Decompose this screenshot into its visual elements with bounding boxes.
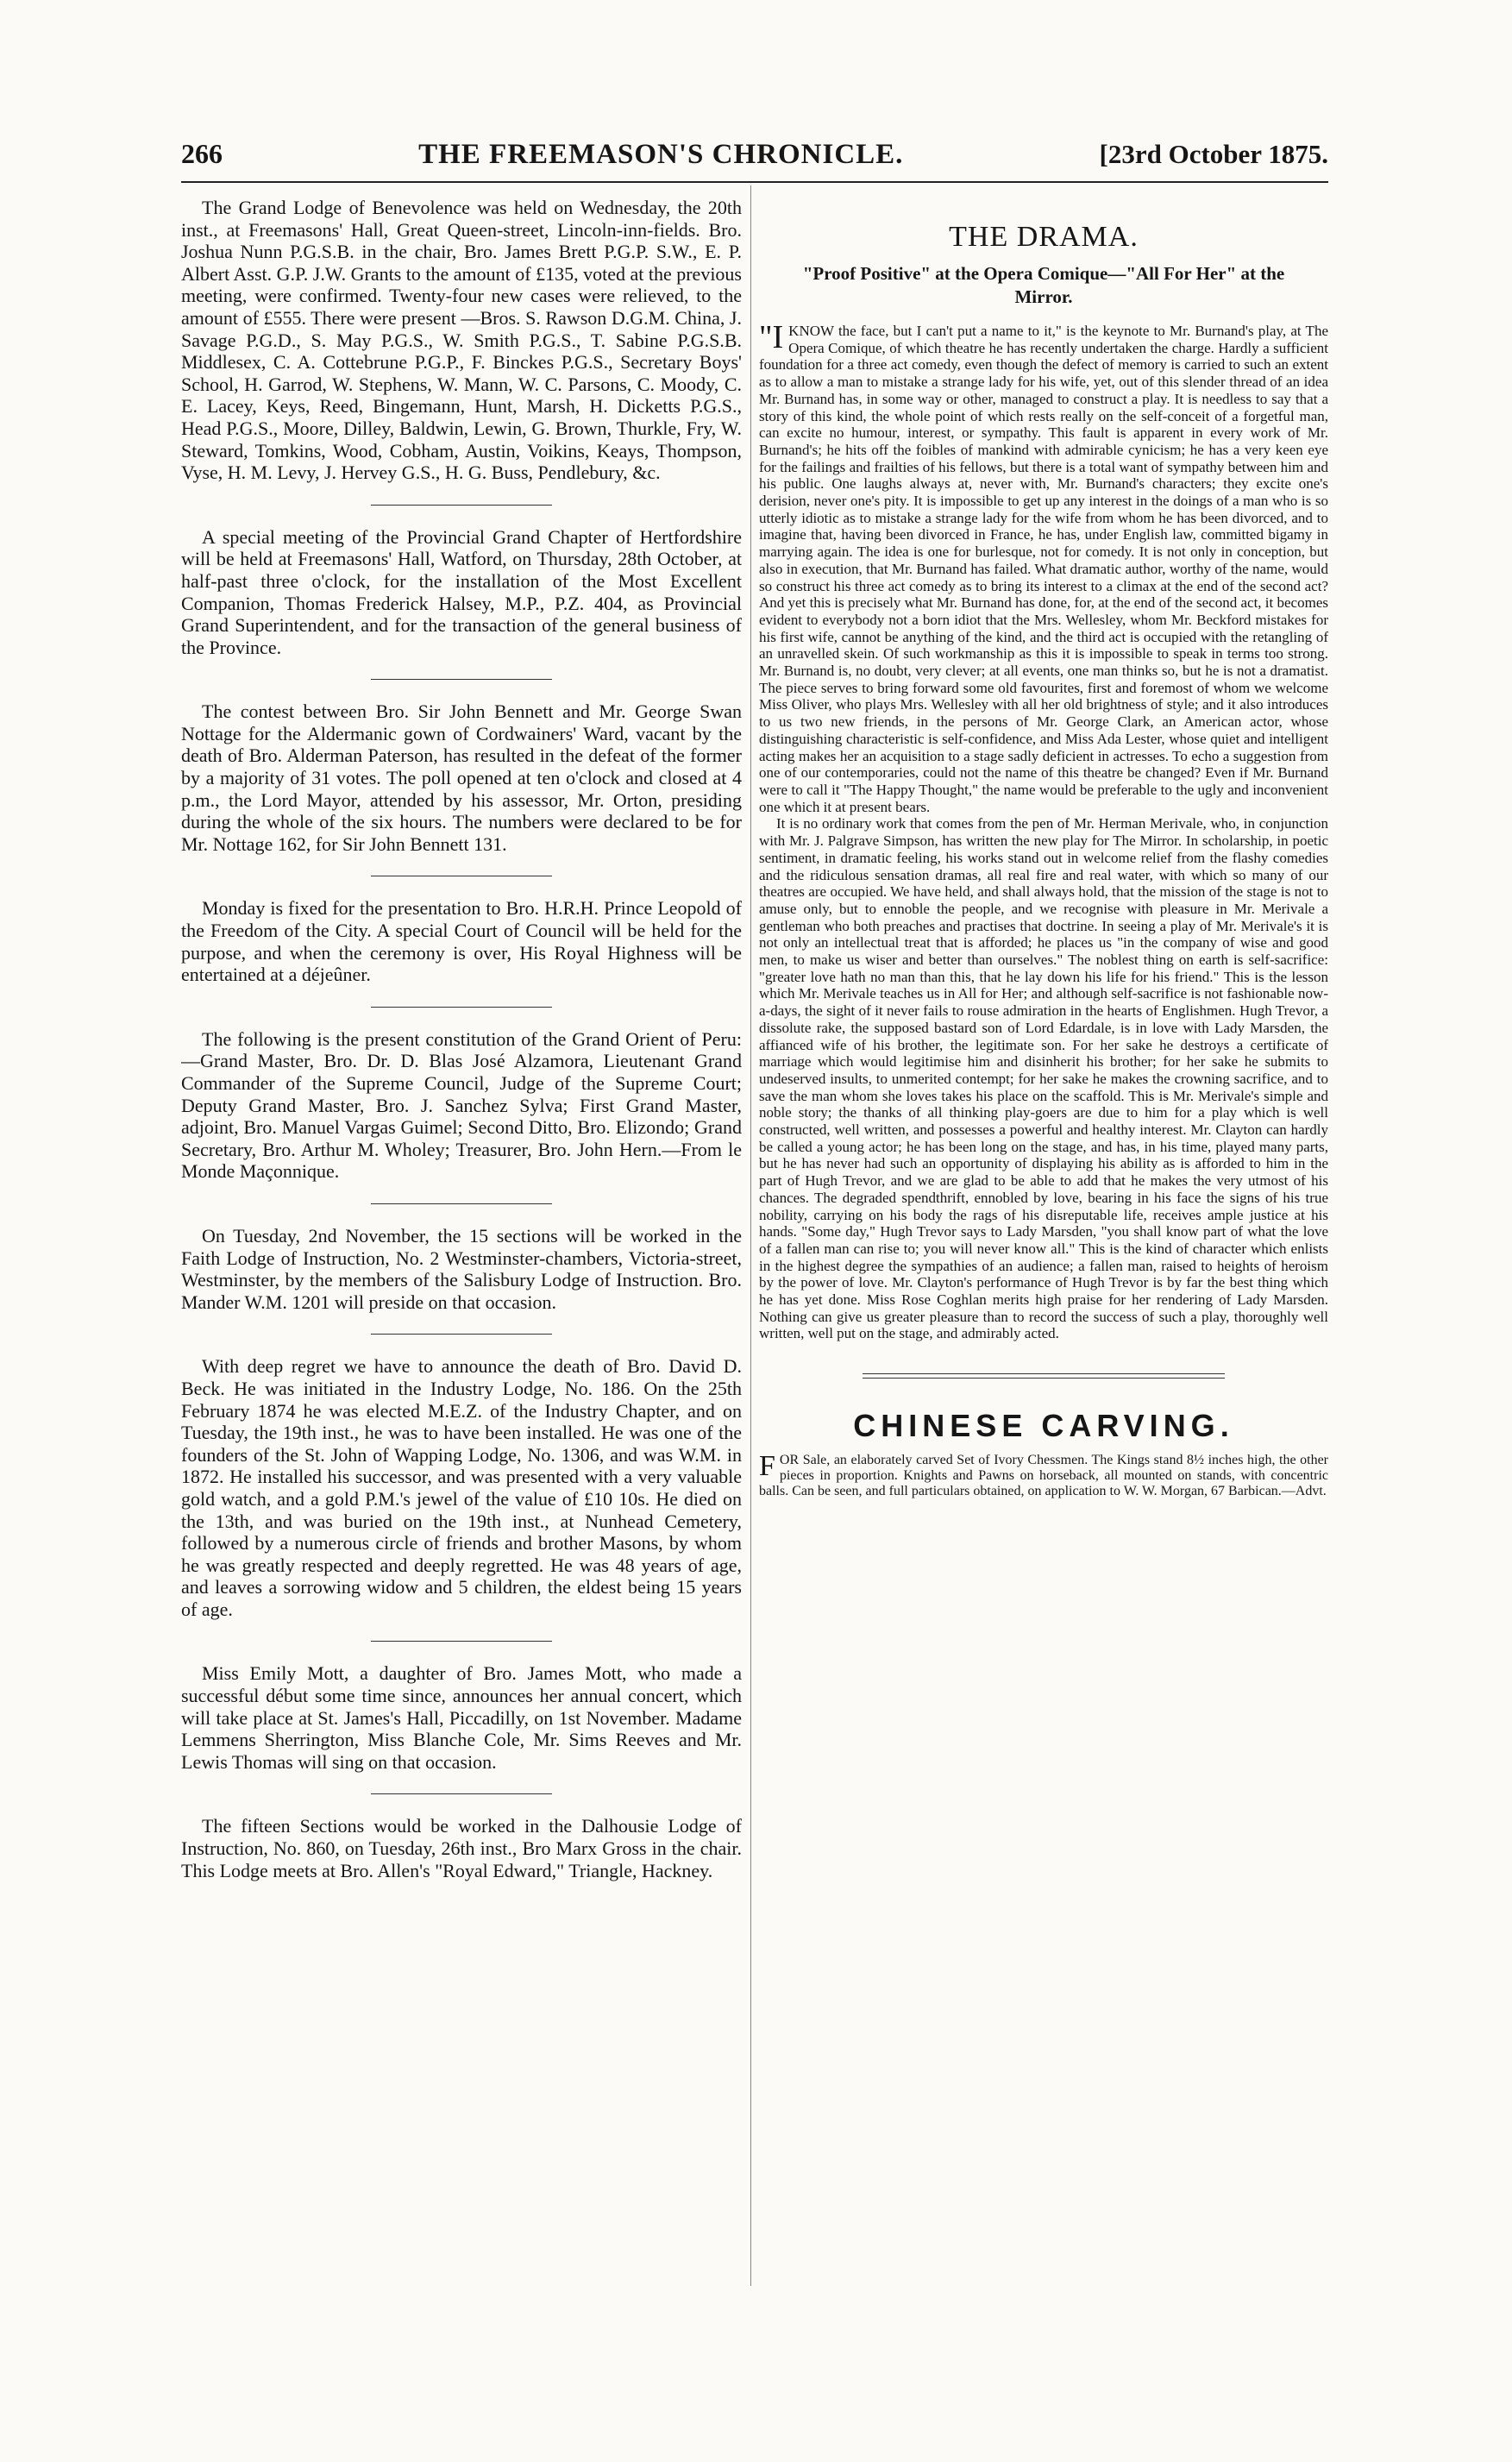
advert-drop-cap: F — [759, 1450, 775, 1483]
drama-article — [759, 319, 1328, 1342]
article-aldermanic-contest: The contest between Bro. Sir John Bennett and Mr. George Swan Nottage for the Aldermanic gown of Cordwainers' Ward, vacant by the death of Bro. Alderman Paterson, has resulted in the defeat of the former by a majority of 31 votes. The poll opened at ten o'clock and closed at 4 p.m., the Lord Mayor, attended by his assessor, Mr. Orton, presiding during the whole of the six hours. The numbers were declared to be for Mr. Nottage 162, for Sir John Bennett 131. — [181, 700, 742, 855]
double-rule — [863, 1373, 1225, 1379]
article-separator — [371, 1334, 552, 1335]
advert-text: OR Sale, an elaborately carved Set of Ivory Chessmen. The Kings stand 8½ inches high, the other pieces in proportion. Knights and Pawns on horseback, all mounted on stands, with concentric balls. Can be seen, and full particulars obtained, on application to W. W. Morgan, 67 Barbican.—Advt. — [759, 1453, 1328, 1499]
masthead — [181, 138, 1328, 176]
column-divider — [750, 185, 751, 2286]
article-separator — [371, 505, 552, 506]
article-separator — [371, 1641, 552, 1642]
article-benevolence: The Grand Lodge of Benevolence was held on Wednesday, the 20th inst., at Freemasons' Hall, Great Queen-street, Lincoln-inn-fields. Bro. Joshua Nunn P.G.S.B. in the chair, Bro. James Brett P.G.P. S.W., E. P. Albert Asst. G.P. J.W. Grants to the amount of £135, voted at the previous meeting, were confirmed. Twenty-four new cases were relieved, to the amount of £555. There were present —Bros. S. Rawson D.G.M. China, J. Savage P.G.D., S. May P.G.S., W. Smith P.G.S., T. Sabine P.G.S.B. Middlesex, C. A. Cottebrune P.G.P., F. Binckes P.G.S., Secretary Boys' School, H. Garrod, W. Stephens, W. Mann, W. C. Parsons, C. Moody, C. E. Lacey, Keys, Reed, Bingemann, Hunt, Marsh, H. Dicketts P.G.S., Head P.G.S., Moore, Dilley, Baldwin, Lewin, G. Brown, Thurkle, Fry, W. Steward, Tomkins, Wood, Cobham, Austin, Voikins, Keays, Thompson, Vyse, H. M. Levy, J. Hervey G.S., H. G. Buss, Pendlebury, &c. — [181, 197, 742, 484]
article-separator — [371, 1007, 552, 1008]
article-dalhousie-lodge: The fifteen Sections would be worked in the Dalhousie Lodge of Instruction, No. 860, on Tuesday, 26th inst., Bro Marx Gross in the chair. This Lodge meets at Bro. Allen's "Royal Edward," Triangle, Hackney. — [181, 1815, 742, 1881]
left-column — [181, 197, 742, 2302]
advert-heading: CHINESE CARVING. — [853, 1408, 1234, 1444]
drama-subheading: "Proof Positive" at the Opera Comique—"All For Her" at the Mirror. — [802, 263, 1285, 307]
newspaper-title: THE FREEMASON'S CHRONICLE. — [418, 139, 904, 170]
article-hertfordshire-chapter: A special meeting of the Provincial Grand Chapter of Hertfordshire will be held at Freemasons' Hall, Watford, on Thursday, 28th October, at half-past three o'clock, for the installation of the Most Excellent Companion, Thomas Frederick Halsey, M.P., P.Z. 404, as Provincial Grand Superintendent, and for the transaction of the general business of the Province. — [181, 525, 742, 658]
right-column — [759, 197, 1328, 2302]
article-separator — [371, 1203, 552, 1204]
drama-heading: THE DRAMA. — [949, 221, 1139, 253]
article-grand-orient-peru: The following is the present constitution of the Grand Orient of Peru:—Grand Master, Bro. Dr. D. Blas José Alzamora, Lieutenant Grand Commander of the Supreme Council, Judge of the Supreme Court; Deputy Grand Master, Bro. J. Sanchez Sylva; First Grand Master, adjoint, Bro. Manuel Vargas Guimel; Second Ditto, Bro. Elizondo; Grand Secretary, Bro. Arthur M. Wholey; Treasurer, Bro. John Hern.—From le Monde Maçonnique. — [181, 1027, 742, 1183]
article-separator — [371, 1793, 552, 1794]
drama-paragraph-1-text: KNOW the face, but I can't put a name to it," is the keynote to Mr. Burnand's play, at The Opera Comique, of which theatre he has recently undertaken the charge. Hardly a sufficient foundation for a three act comedy, even though the defect of memory is carried to such an extent as to allow a man to mistake a strange lady for his wife, yet, out of this slender thread of an idea Mr. Burnand has, in some way or other, managed to construct a play. It is needless to say that a story of this kind, the whole point of which rests really on the self-conceit of a forgetful man, can excite no humour, interest, or sympathy. This fault is apparent in every work of Mr. Burnand's; he hits off the foibles of mankind with admirable cynicism; he has a very keen eye for the failings and frailties of his fellows, but there is a total want of sympathy between him and his public. One laughs always at, never with, Mr. Burnand's characters; they excite one's derision, never one's pity. It is impossible to get up any interest in the doings of a man who is so utterly idiotic as to mistake a strange lady for the wife from whom he has been divorced, and to imagine that, having been divorced in France, he has, under English law, committed bigamy in marrying again. The idea is one for burlesque, not for comedy. It is not only in conception, but also in execution, that Mr. Burnand has failed. What dramatic author, worthy of the name, would so construct his three act comedy as to bring its interest to a climax at the end of the second act? And yet this is precisely what Mr. Burnand has done, for, at the end of the second act, it becomes evident to everybody not a born idiot that the Mrs. Wellesley, whom Mr. Beckford mistakes for his first wife, cannot be anything of the kind, and the third act is occupied with the retangling of an unravelled skein. Of such workmanship as this it is impossible to speak in terms too strong. Mr. Burnand is, no doubt, very clever; at all events, one man thinks so, but he is not a dramatist. The piece serves to bring forward some old favourites, first and foremost of whom we welcome Miss Oliver, who plays Mrs. Wellesley with all her old brightness of style; and it also introduces to us two new friends, in the persons of Mr. George Clark, an American actor, whose distinguishing characteristic is self-confidence, and Miss Ada Lester, whose quiet and intelligent acting makes her an acquisition to a stage sadly deficient in actresses. To echo a suggestion from one of our contemporaries, could not the name of this theatre be changed? Even if Mr. Burnand were to call it "The Happy Thought," the name would be preferable to the ugly and inconvenient one which it at present bears. — [759, 323, 1328, 815]
article-prince-leopold: Monday is fixed for the presentation to Bro. H.R.H. Prince Leopold of the Freedom of the City. A special Court of Council will be held for the purpose, and when the ceremony is over, His Royal Highness will be entertained at a déjeûner. — [181, 897, 742, 986]
article-faith-lodge: On Tuesday, 2nd November, the 15 sections will be worked in the Faith Lodge of Instruction, No. 2 Westminster-chambers, Victoria-street, Westminster, by the members of the Salisbury Lodge of Instruction. Bro. Mander W.M. 1201 will preside on that occasion. — [181, 1224, 742, 1313]
article-emily-mott: Miss Emily Mott, a daughter of Bro. James Mott, who made a successful début some time since, announces her annual concert, which will take place at St. James's Hall, Piccadilly, on 1st November. Madame Lemmens Sherrington, Miss Blanche Cole, Mr. Sims Reeves and Mr. Lewis Thomas will sing on that occasion. — [181, 1662, 742, 1773]
advert-body — [759, 1450, 1328, 1499]
drama-paragraph-1 — [759, 319, 1328, 815]
article-obituary-beck: With deep regret we have to announce the death of Bro. David D. Beck. He was initiated in the Industry Lodge, No. 186. On the 25th February 1874 he was elected M.E.Z. of the Industry Chapter, and on Tuesday, the 19th inst., he was to have been installed. He was one of the founders of the St. John of Wapping Lodge, No. 1306, and was W.M. in 1872. He installed his successor, and was presented with a very valuable gold watch, and a gold P.M.'s jewel of the value of £10 10s. He died on the 13th, and was buried on the 19th inst., at Nunhead Cemetery, followed by a numerous circle of friends and brother Masons, by whom he was greatly respected and deeply regretted. He was 48 years of age, and leaves a sorrowing widow and 5 children, the eldest being 15 years of age. — [181, 1355, 742, 1620]
article-separator — [371, 679, 552, 680]
header-rule — [181, 181, 1328, 183]
issue-date: [23rd October 1875. — [1099, 139, 1328, 169]
page-number: 266 — [181, 138, 223, 169]
drama-paragraph-2: It is no ordinary work that comes from the pen of Mr. Herman Merivale, who, in conjunction with Mr. J. Palgrave Simpson, has written the new play for The Mirror. In scholarship, in poetic sentiment, in dramatic feeling, his works stand out in welcome relief from the flashy comedies and the ridiculous sensation dramas, all real fire and real water, with which so many of our theatres are occupied. We have held, and shall always hold, that the mission of the stage is not to amuse only, but to ennoble the people, and we recognise with pleasure in Mr. Merivale a gentleman who both preaches and practises that doctrine. In seeing a play of Mr. Merivale's it is not only an intellectual treat that is afforded; he places us "in the company of wise and good men, to make us wiser and better than ourselves." The noblest thing on earth is self-sacrifice: "greater love hath no man than this, that he lay down his life for his friend." This is the lesson which Mr. Merivale teaches us in All for Her; and although self-sacrifice is not fashionable now-a-days, the sight of it never fails to rouse admiration in the hearts of Englishmen. Hugh Trevor, a dissolute rake, the supposed bastard son of Lord Edardale, is in love with Lady Marsden, the affianced wife of his brother, the legitimate son. For her sake he destroys a certificate of marriage which would legitimise him and disinherit his brother; for her sake he submits to undeserved insults, to unmerited contempt; for her sake he makes the crowning sacrifice, and to save the man whom she loves takes his place on the scaffold. This is Mr. Merivale's simple and noble story; the thanks of all thinking play-goers are due to him for a play which is well constructed, well written, and possesses a powerful and healthy interest. Mr. Clayton can hardly be called a young actor; he has been long on the stage, and has, in his time, played many parts, but he has never had such an opportunity of displaying his ability as is afforded to him in the part of Hugh Trevor, and we are glad to be able to add that he makes the very utmost of his chances. The degraded spendthrift, ennobled by love, bearing in his face the signs of his true nobility, carrying on his body the rags of his disreputable life, receives ample justice at his hands. "Some day," Hugh Trevor says to Lady Marsden, "you shall know part of what the love of a fallen man can rise to; you will never know all." This is the kind of character which enlists in the highest degree the sympathies of an audience; a fallen man, raised to heights of heroism by the power of love. Mr. Clayton's performance of Hugh Trevor is by far the best thing which he has yet done. Miss Rose Coghlan merits high praise for her rendering of Lady Marsden. Nothing can give us greater pleasure than to record the success of such a play, thoroughly well written, well put on the stage, and admirably acted. — [759, 815, 1328, 1342]
drop-cap: "I — [759, 319, 784, 355]
